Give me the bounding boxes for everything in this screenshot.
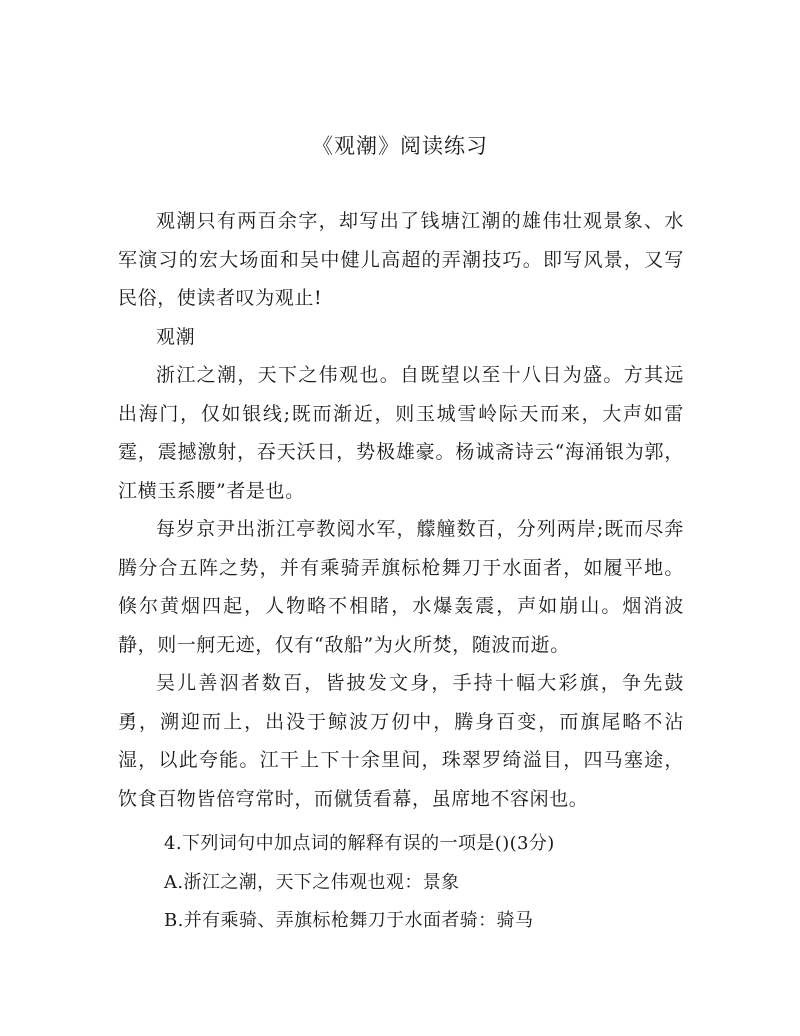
- question-option-b: B.并有乘骑、弄旗标枪舞刀于水面者骑：骑马: [164, 910, 534, 931]
- document-body: [118, 202, 684, 818]
- document-title: 《观潮》阅读练习: [312, 134, 488, 158]
- text-heading: 观潮: [156, 325, 196, 348]
- question-option-a: A.浙江之潮，天下之伟观也观：景象: [164, 871, 460, 893]
- question-block: [118, 825, 718, 941]
- text-paragraph-3: 吴儿善泅者数百，皆披发文身，手持十幅大彩旗，争先鼓勇，溯迎而上，出没于鲸波万仞中，腾身百变，而旗尾略不沾湿，以此夸能。江干上下十余里间，珠翠罗绮溢目，四马塞途，饮食百物皆倍穹常时，而僦赁看幕，虽席地不容闲也。: [118, 672, 684, 810]
- intro-paragraph: 观潮只有两百余字，却写出了钱塘江潮的雄伟壮观景象、水军演习的宏大场面和吴中健儿高超的弄潮技巧。即写风景，又写民俗，使读者叹为观止!: [118, 210, 684, 309]
- text-paragraph-2: 每岁京尹出浙江亭教阅水军，艨艟数百，分列两岸;既而尽奔腾分合五阵之势，并有乘骑弄旗标枪舞刀于水面者，如履平地。倏尔黄烟四起，人物略不相睹，水爆轰震，声如崩山。烟消波静，则一舸无迹，仅有“敌船”为火所焚，随波而逝。: [118, 518, 684, 656]
- question-stem: 4.下列词句中加点词的解释有误的一项是()(3分): [164, 833, 555, 854]
- text-paragraph-1: 浙江之潮，天下之伟观也。自既望以至十八日为盛。方其远出海门，仅如银线;既而渐近，则玉城雪岭际天而来，大声如雷霆，震撼激射，吞天沃日，势极雄豪。杨诚斋诗云“海涌银为郭，江横玉系腰”者是也。: [118, 364, 684, 502]
